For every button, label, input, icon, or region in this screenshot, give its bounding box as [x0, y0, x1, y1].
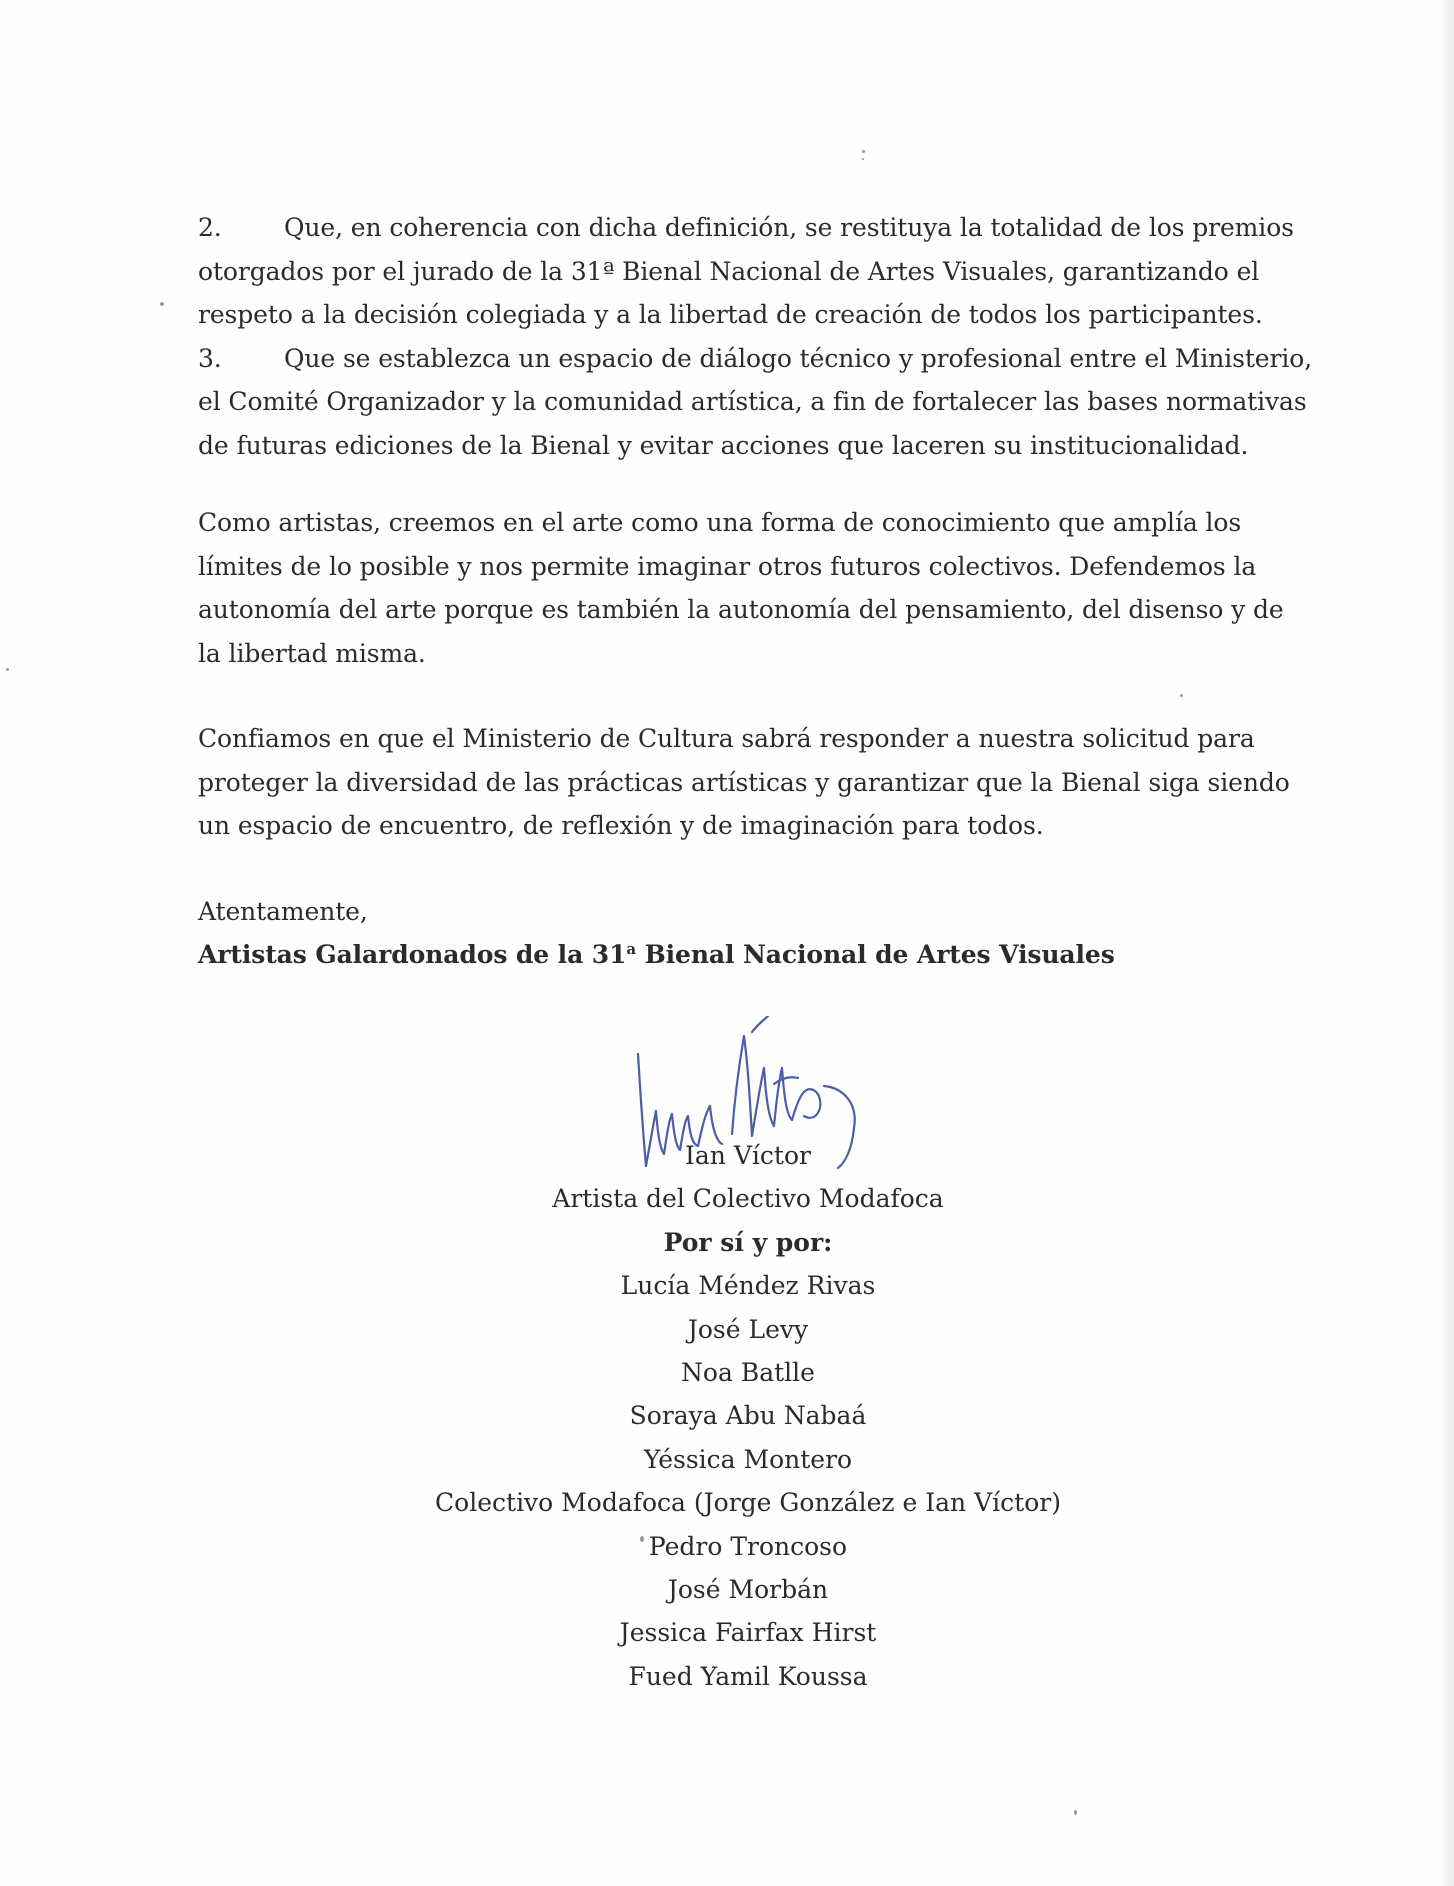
signatories-block — [298, 1134, 1198, 1698]
item-text: Que, en coherencia con dicha definición, se restituya la totalidad de los premios — [284, 213, 1294, 242]
signatory-name: Noa Batlle — [681, 1358, 815, 1388]
signatory-name: Lucía Méndez Rivas — [620, 1271, 876, 1301]
organization-name-part: Artistas Galardonados de la 31 — [198, 940, 627, 969]
organization-name — [198, 933, 1318, 977]
item-line — [198, 206, 1318, 250]
paragraph-line: un espacio de encuentro, de reflexión y de imaginación para todos. — [198, 811, 1044, 840]
signatory-name: José Morbán — [667, 1575, 829, 1605]
paragraph-line: límites de lo posible y nos permite imaginar otros futuros colectivos. Defendemos la — [198, 551, 1257, 581]
organization-name-part: Bienal Nacional de Artes Visuales — [636, 940, 1115, 969]
paragraph-line: Como artistas, creemos en el arte como una forma de conocimiento que amplía los — [198, 508, 1242, 537]
paragraph-line: proteger la diversidad de las prácticas artísticas y garantizar que la Bienal siga siendo — [198, 767, 1290, 797]
scan-speck — [640, 1536, 644, 1542]
signatory-name: José Levy — [687, 1314, 809, 1344]
item-line: de futuras ediciones de la Bienal y evitar acciones que laceren su institucionalidad. — [198, 430, 1249, 460]
scan-speck — [6, 668, 9, 671]
item-line: respeto a la decisión colegiada y a la libertad de creación de todos los participantes. — [198, 300, 1263, 329]
item-line: otorgados por el jurado de la 31ª Bienal Nacional de Artes Visuales, garantizando el — [198, 256, 1260, 286]
signatory-name: Fued Yamil Koussa — [628, 1661, 868, 1691]
scan-speck — [160, 302, 164, 306]
signatory-name: Soraya Abu Nabaá — [629, 1401, 867, 1431]
signatory-name: Colectivo Modafoca (Jorge González e Ian Víctor) — [435, 1488, 1061, 1518]
signatory-name: Jessica Fairfax Hirst — [619, 1618, 877, 1648]
signatory-name: Yéssica Montero — [643, 1444, 853, 1474]
signer-role: Artista del Colectivo Modafoca — [552, 1184, 944, 1214]
scan-speck — [862, 158, 864, 160]
closing-salutation: Atentamente, — [198, 896, 368, 926]
scan-speck — [862, 150, 865, 153]
signer-name: Ian Víctor — [685, 1141, 811, 1170]
scan-speck — [1180, 694, 1183, 697]
paragraph-line: la libertad misma. — [198, 638, 426, 668]
scan-speck — [1074, 1810, 1077, 1815]
item-line — [198, 337, 1318, 381]
item-number: 3. — [198, 343, 222, 373]
paragraph-line: Confiamos en que el Ministerio de Cultura sabrá responder a nuestra solicitud para — [198, 724, 1255, 753]
request-item-2 — [198, 206, 1318, 337]
signatory-name: Pedro Troncoso — [648, 1531, 848, 1561]
letter-body — [198, 206, 1318, 977]
paragraph-confidence — [198, 717, 1318, 848]
closing-block — [198, 890, 1318, 977]
item-line: el Comité Organizador y la comunidad artística, a fin de fortalecer las bases normativas — [198, 387, 1307, 416]
ordinal-superscript: a — [626, 940, 636, 958]
paragraph-line: autonomía del arte porque es también la autonomía del pensamiento, del disenso y de — [198, 595, 1284, 624]
paragraph-artists — [198, 501, 1318, 675]
item-text: Que se establezca un espacio de diálogo técnico y profesional entre el Ministerio, — [284, 343, 1313, 373]
on-behalf-label: Por sí y por: — [663, 1227, 833, 1257]
request-item-3 — [198, 337, 1318, 468]
item-number: 2. — [198, 213, 222, 242]
